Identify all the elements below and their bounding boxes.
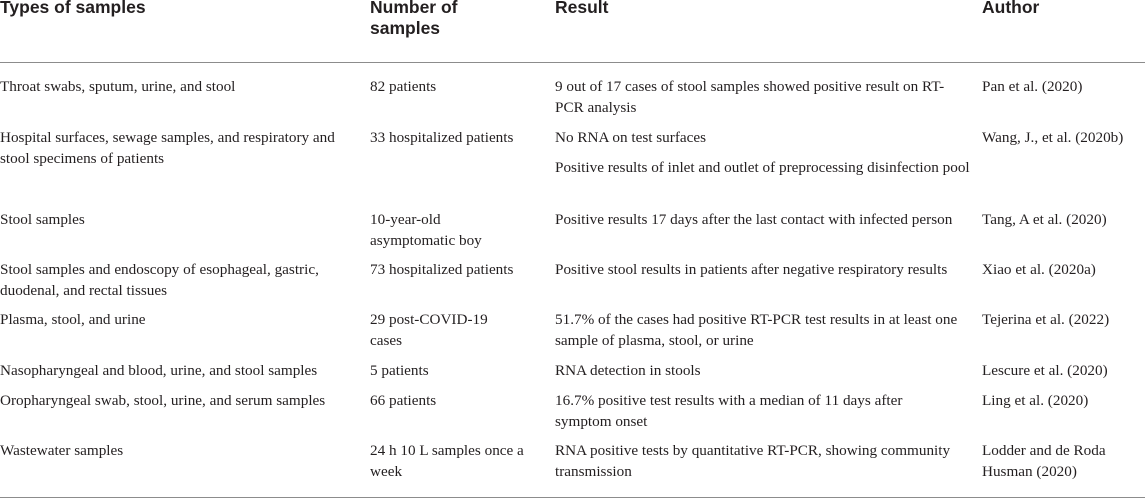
cell-author: Lescure et al. (2020) — [982, 362, 1108, 379]
cell-author: Pan et al. (2020) — [982, 78, 1083, 95]
cell-sample-type: Stool samples — [0, 211, 85, 228]
table-bottom-rule — [0, 497, 1145, 498]
cell-sample-type: Plasma, stool, and urine — [0, 311, 146, 328]
cell-sample-count: 5 patients — [370, 362, 429, 379]
cell-author: Xiao et al. (2020a) — [982, 261, 1096, 278]
cell-sample-count: 10-year-old asymptomatic boy — [370, 211, 482, 249]
header-number-of-samples: Number of samples — [370, 0, 458, 38]
cell-result: RNA positive tests by quantitative RT-PCR, showing community transmission — [555, 442, 951, 480]
cell-sample-count: 73 hospitalized patients — [370, 261, 514, 278]
cell-author: Tang, A et al. (2020) — [982, 211, 1107, 228]
cell-result: Positive results 17 days after the last contact with infected person — [555, 211, 953, 228]
cell-author: Lodder and de Roda Husman (2020) — [982, 442, 1106, 480]
header-author: Author — [982, 0, 1040, 17]
header-types-of-samples: Types of samples — [0, 0, 146, 17]
cell-author: Ling et al. (2020) — [982, 392, 1089, 409]
cell-result: 9 out of 17 cases of stool samples showed positive result on RT-PCR analysis — [555, 78, 945, 116]
cell-result: 16.7% positive test results with a median of 11 days after symptom onset — [555, 392, 903, 430]
cell-sample-count: 29 post-COVID-19 cases — [370, 311, 488, 349]
cell-sample-type: Oropharyngeal swab, stool, urine, and serum samples — [0, 392, 326, 409]
cell-sample-count: 82 patients — [370, 78, 437, 95]
cell-sample-type: Stool samples and endoscopy of esophageal, gastric, duodenal, and rectal tissues — [0, 261, 319, 299]
cell-sample-count: 33 hospitalized patients — [370, 129, 514, 146]
header-result: Result — [555, 0, 609, 17]
cell-sample-count: 66 patients — [370, 392, 437, 409]
table-header — [0, 0, 1145, 63]
cell-sample-type: Throat swabs, sputum, urine, and stool — [0, 78, 236, 95]
cell-result: Positive stool results in patients after negative respiratory results — [555, 261, 948, 278]
cell-author: Tejerina et al. (2022) — [982, 311, 1110, 328]
cell-sample-count: 24 h 10 L samples once a week — [370, 442, 524, 480]
cell-sample-type: Nasopharyngeal and blood, urine, and stool samples — [0, 362, 318, 379]
cell-result: 51.7% of the cases had positive RT-PCR test results in at least one sample of plasma, stool, or urine — [555, 311, 958, 349]
cell-sample-type: Hospital surfaces, sewage samples, and respiratory and stool specimens of patients — [0, 129, 335, 167]
cell-author: Wang, J., et al. (2020b) — [982, 129, 1124, 146]
cell-result: RNA detection in stools — [555, 362, 701, 379]
cell-result-extra: Positive results of inlet and outlet of preprocessing disinfection pool — [555, 159, 970, 176]
cell-result: No RNA on test surfaces — [555, 129, 707, 146]
cell-sample-type: Wastewater samples — [0, 442, 124, 459]
